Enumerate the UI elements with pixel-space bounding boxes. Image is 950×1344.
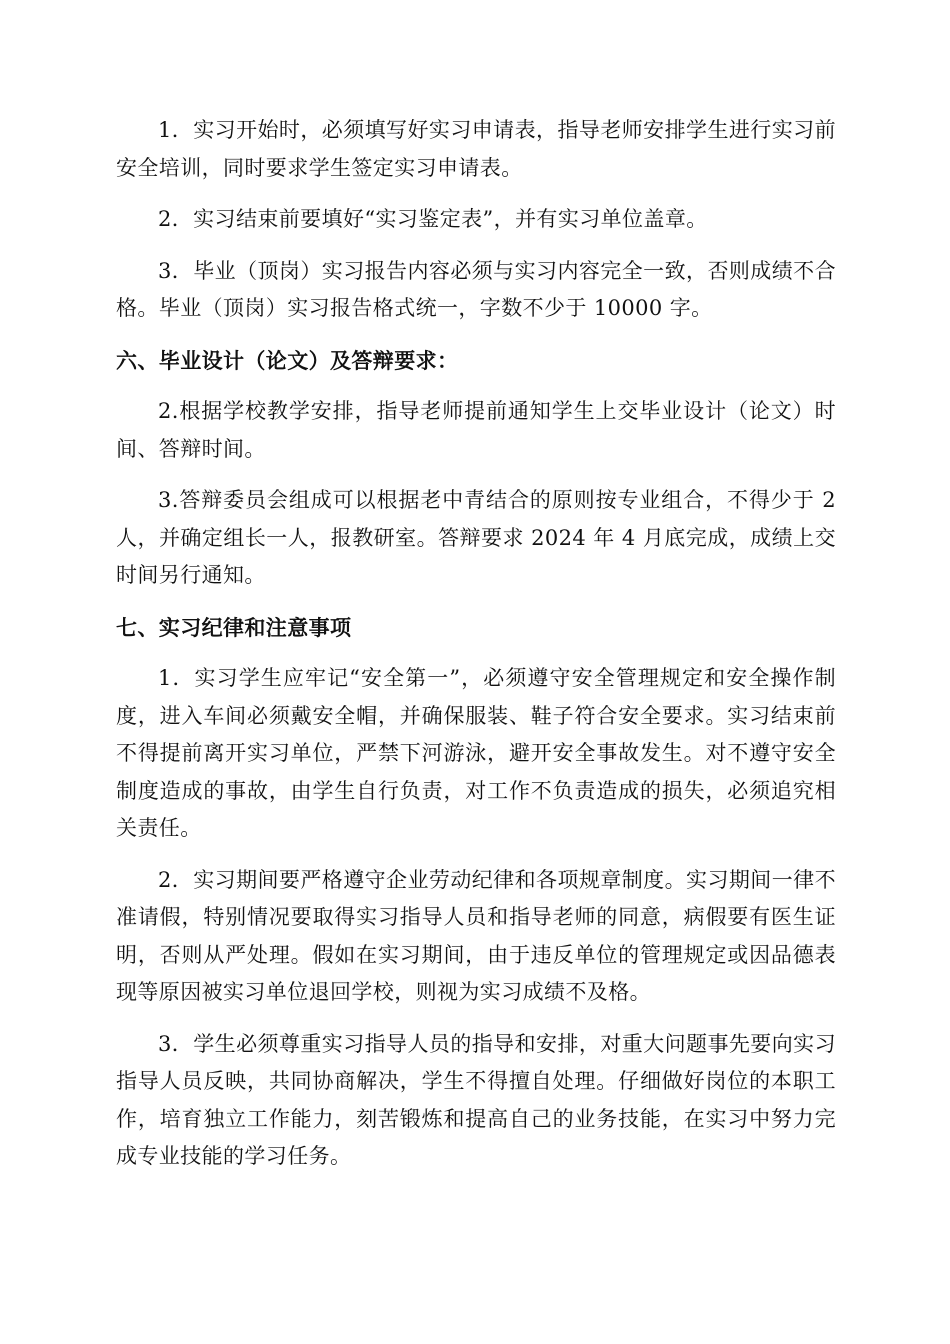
paragraph-respect-instructors: 3．学生必须尊重实习指导人员的指导和安排，对重大问题事先要向实习指导人员反映，共同协商解决，学生不得擅自处理。仔细做好岗位的本职工作，培育独立工作能力，刻苦锻炼和提高自己的业务技能，在实习中努力完成专业技能的学习任务。 bbox=[116, 1031, 836, 1168]
paragraph-report-requirement: 3．毕业（顶岗）实习报告内容必须与实习内容完全一致，否则成绩不合格。毕业（顶岗）实习报告格式统一，字数不少于 10000 字。 bbox=[116, 258, 836, 320]
section-heading-thesis-defense: 六、毕业设计（论文）及答辩要求： bbox=[116, 347, 459, 373]
paragraph-internship-start: 1．实习开始时，必须填写好实习申请表，指导老师安排学生进行实习前安全培训，同时要求学生签定实习申请表。 bbox=[116, 118, 836, 180]
paragraph-appraisal-form: 2．实习结束前要填好“实习鉴定表”，并有实习单位盖章。 bbox=[158, 207, 708, 231]
paragraph-thesis-schedule: 2.根据学校教学安排，指导老师提前通知学生上交毕业设计（论文）时间、答辩时间。 bbox=[116, 399, 836, 461]
section-heading-discipline: 七、实习纪律和注意事项 bbox=[116, 614, 352, 640]
paragraph-defense-committee: 3.答辩委员会组成可以根据老中青结合的原则按专业组合，不得少于 2 人，并确定组长一人，报教研室。答辩要求 2024 年 4 月底完成，成绩上交时间另行通知。 bbox=[116, 488, 836, 587]
document-page bbox=[116, 112, 836, 1190]
paragraph-safety-first: 1．实习学生应牢记“安全第一”，必须遵守安全管理规定和安全操作制度，进入车间必须戴安全帽，并确保服装、鞋子符合安全要求。实习结束前不得提前离开实习单位，严禁下河游泳，避开安全事故发生。对不遵守安全制度造成的事故，由学生自行负责，对工作不负责造成的损失，必须追究相关责任。 bbox=[116, 666, 836, 840]
paragraph-labor-discipline: 2．实习期间要严格遵守企业劳动纪律和各项规章制度。实习期间一律不准请假，特别情况要取得实习指导人员和指导老师的同意，病假要有医生证明，否则从严处理。假如在实习期间，由于违反单位的管理规定或因品德表现等原因被实习单位退回学校，则视为实习成绩不及格。 bbox=[116, 867, 836, 1004]
